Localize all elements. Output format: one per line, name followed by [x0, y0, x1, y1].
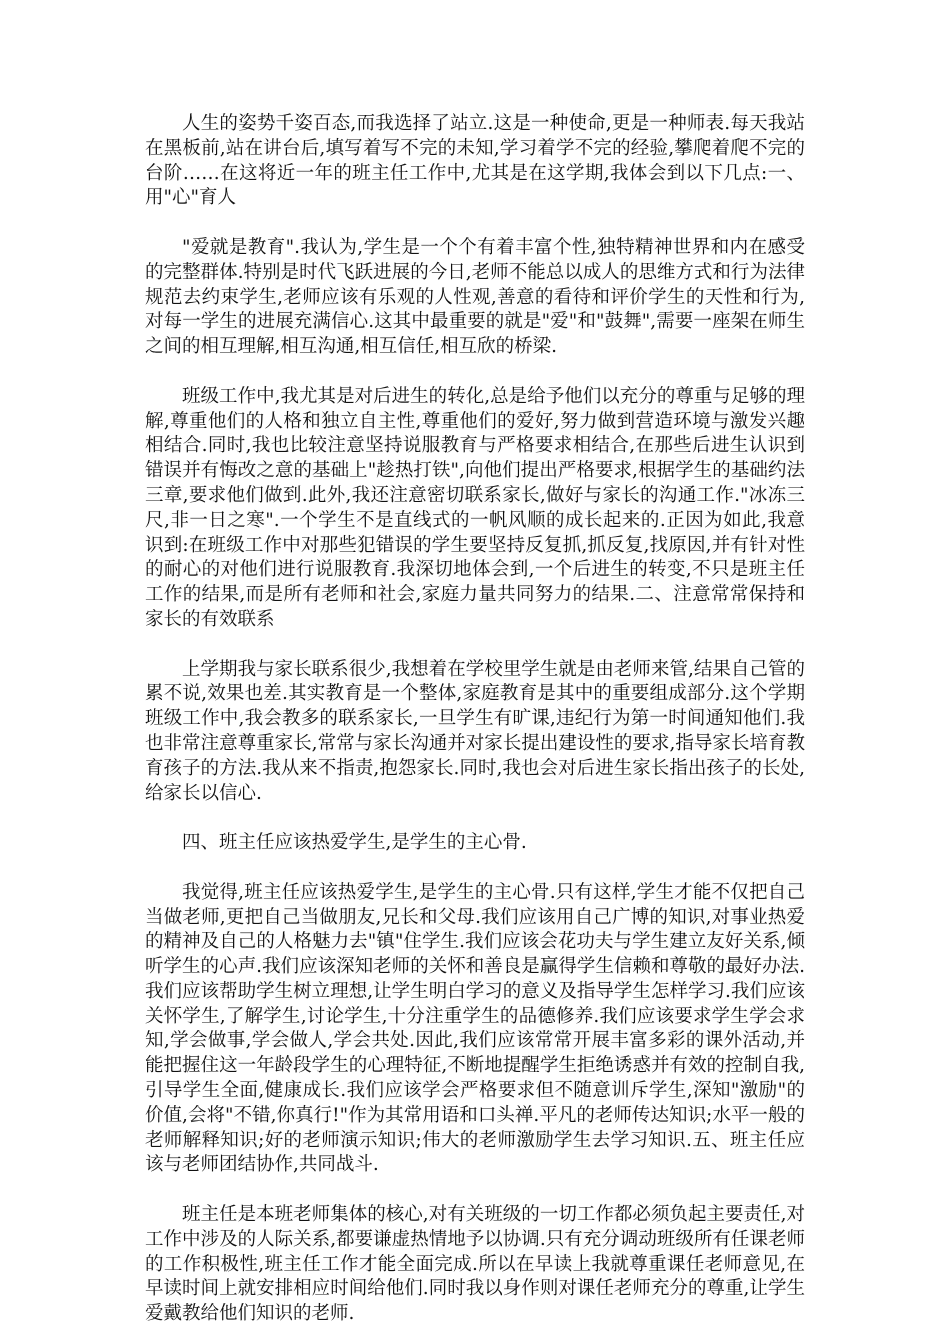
paragraph-parents-contact: 上学期我与家长联系很少,我想着在学校里学生就是由老师来管,结果自己管的累不说,效果也差.其实教育是一个整体,家庭教育是其中的重要组成部分.这个学期班级工作中,我会教多的联系家长,一旦学生有旷课,违纪行为第一时间通知他们.我也非常注意尊重家长,常常与家长沟通并对家长提出建设性的要求,指导家长培育教育孩子的方法.我从来不指责,抱怨家长.同时,我也会对后进生家长指出孩子的长处,给家长以信心.: [145, 658, 805, 804]
paragraph-underachievers: 班级工作中,我尤其是对后进生的转化,总是给予他们以充分的尊重与足够的理解,尊重他们的人格和独立自主性,尊重他们的爱好,努力做到营造环境与激发兴趣相结合.同时,我也比较注意坚持说服教育与严格要求相结合,在那些后进生认识到错误并有悔改之意的基础上"趁热打铁",向他们提出严格要求,根据学生的基础约法三章,要求他们做到.此外,我还注意密切联系家长,做好与家长的沟通工作."冰冻三尺,非一日之寒".一个学生不是直线式的一帆风顺的成长起来的.正因为如此,我意识到:在班级工作中对那些犯错误的学生要坚持反复抓,抓反复,找原因,并有针对性的耐心的对他们进行说服教育.我深切地体会到,一个后进生的转变,不只是班主任工作的结果,而是所有老师和社会,家庭力量共同努力的结果.二、注意常常保持和家长的有效联系: [145, 385, 805, 630]
paragraph-love-students: 我觉得,班主任应该热爱学生,是学生的主心骨.只有这样,学生才能不仅把自己当做老师,更把自己当做朋友,兄长和父母.我们应该用自己广博的知识,对事业热爱的精神及自己的人格魅力去"镇"住学生.我们应该会花功夫与学生建立友好关系,倾听学生的心声.我们应该深知老师的关怀和善良是赢得学生信赖和尊敬的最好办法.我们应该帮助学生树立理想,让学生明白学习的意义及指导学生怎样学习.我们应该关怀学生,了解学生,讨论学生,十分注重学生的品德修养.我们应该要求学生学会求知,学会做事,学会做人,学会共处.因此,我们应该常常开展丰富多彩的课外活动,并能把握住这一年龄段学生的心理特征,不断地提醒学生拒绝诱惑并有效的控制自我,引导学生全面,健康成长.我们应该学会严格要求但不随意训斥学生,深知"激励"的价值,会将"不错,你真行!"作为其常用语和口头禅.平凡的老师传达知识;水平一般的老师解释知识;好的老师演示知识;伟大的老师激励学生去学习知识.五、班主任应该与老师团结协作,共同战斗.: [145, 881, 805, 1176]
paragraph-teacher-cooperation: 班主任是本班老师集体的核心,对有关班级的一切工作都必须负起主要责任,对工作中涉及的人际关系,都要谦虚热情地予以协调.只有充分调动班级所有任课老师的工作积极性,班主任工作才能全面完成.所以在早读上我就尊重课任老师意见,在早读时间上就安排相应时间给他们.同时我以身作则对课任老师充分的尊重,让学生爱戴教给他们知识的老师.: [145, 1204, 805, 1325]
paragraph-intro: 人生的姿势千姿百态,而我选择了站立.这是一种使命,更是一种师表.每天我站在黑板前,站在讲台后,填写着写不完的未知,学习着学不完的经验,攀爬着爬不完的台阶……在这将近一年的班主任工作中,尤其是在这学期,我体会到以下几点:一、用"心"育人: [145, 113, 805, 209]
section-heading-four: 四、班主任应该热爱学生,是学生的主心骨.: [182, 832, 527, 854]
document-page: [145, 112, 805, 1327]
paragraph-love-is-education: "爱就是教育".我认为,学生是一个个有着丰富个性,独特精神世界和内在感受的完整群体.特别是时代飞跃进展的今日,老师不能总以成人的思维方式和行为法律规范去约束学生,老师应该有乐观的人性观,善意的看待和评价学生的天性和行为,对每一学生的进展充满信心.这其中最重要的就是"爱"和"鼓舞",需要一座架在师生之间的相互理解,相互沟通,相互信任,相互欣的桥梁.: [145, 236, 805, 358]
